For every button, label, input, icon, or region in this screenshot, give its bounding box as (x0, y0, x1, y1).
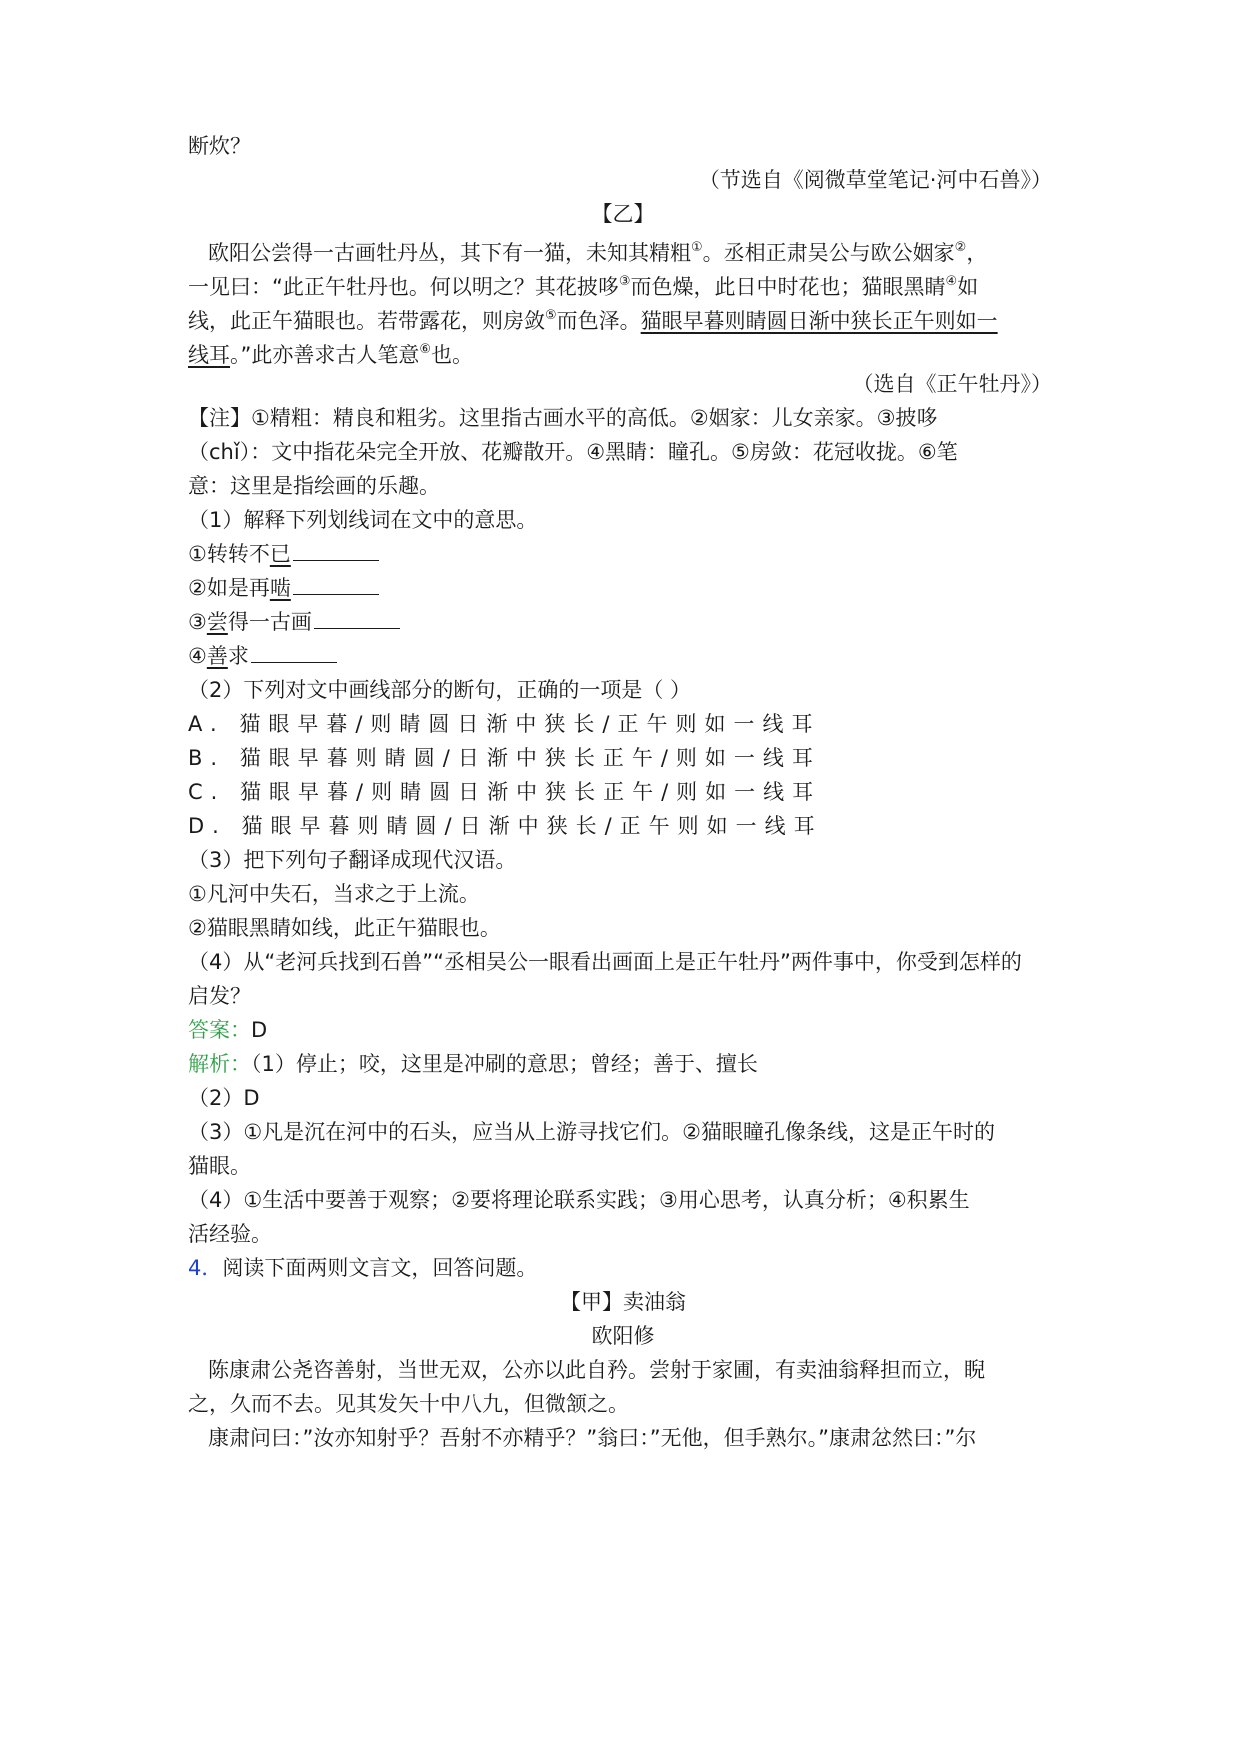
source-citation-jia: （节选自《阅微草堂笔记·河中石兽》） (698, 168, 1052, 192)
jia-title: 【甲】卖油翁 (560, 1290, 686, 1314)
question-1-item-4: ④善求 (188, 638, 1058, 674)
option-a: A. 猫眼早暮/则睛圆日渐中狭长/正午则如一线耳 (188, 712, 821, 736)
option-d: D. 猫眼早暮则睛圆/日渐中狭长/正午则如一线耳 (188, 814, 823, 838)
question-4-line-2: 启发？ (188, 984, 251, 1008)
answer-blank[interactable] (251, 638, 337, 663)
jia-text-line-2: 之，久而不去。见其发矢十中八九，但微颔之。 (188, 1392, 629, 1416)
analysis-label: 解析： (188, 1052, 251, 1076)
question-1-item-1: ①转转不已 (188, 536, 1058, 572)
jia-text-line-3: 康肃问曰：”汝亦知射乎？吾射不亦精乎？”翁曰：”无他，但手熟尔。”康肃忿然曰：”尔 (208, 1426, 977, 1450)
question-number: 4． (188, 1256, 223, 1280)
answer-label: 答案： (188, 1018, 251, 1042)
option-c: C. 猫眼早暮/则睛圆日渐中狭长正午/则如一线耳 (188, 780, 822, 804)
analysis-line-4: 猫眼。 (188, 1154, 251, 1178)
answer-blank[interactable] (314, 604, 400, 629)
question-1-item-2: ②如是再啮 (188, 570, 1058, 606)
yi-text-line-2: 一见曰：“此正午牡丹也。何以明之？其花披哆③而色燥，此日中时花也；猫眼黑睛④如 (188, 274, 979, 299)
answer-value: D (251, 1018, 268, 1042)
jia-author: 欧阳修 (591, 1324, 655, 1348)
question-3-item-2: ②猫眼黑睛如线，此正午猫眼也。 (188, 916, 501, 940)
option-b: B. 猫眼早暮则睛圆/日渐中狭长正午/则如一线耳 (188, 746, 821, 770)
underlined-sentence-end: 线耳 (188, 343, 230, 367)
question-1-stem: （1）解释下列划线词在文中的意思。 (188, 508, 538, 532)
question-3-stem: （3）把下列句子翻译成现代汉语。 (188, 848, 517, 872)
question-4-heading: 4．阅读下面两则文言文，回答问题。 (188, 1256, 538, 1280)
yi-text-line-1: 欧阳公尝得一古画牡丹丛，其下有一猫，未知其精粗①。丞相正肃吴公与欧公姻家②， (208, 240, 988, 265)
question-3-item-1: ①凡河中失石，当求之于上流。 (188, 882, 480, 906)
jia-text-line-1: 陈康肃公尧咨善射，当世无双，公亦以此自矜。尝射于家圃，有卖油翁释担而立，睨 (208, 1358, 985, 1382)
underlined-sentence: 猫眼早暮则睛圆日渐中狭长正午则如一 (640, 309, 998, 333)
question-2-stem: （2）下列对文中画线部分的断句，正确的一项是（ ） (188, 678, 692, 702)
analysis-line-3: （3）①凡是沉在河中的石头，应当从上游寻找它们。②猫眼瞳孔像条线，这是正午时的 (188, 1120, 996, 1144)
question-1-item-3: ③尝得一古画 (188, 604, 1058, 640)
answer-line (188, 1012, 1058, 1048)
section-heading-yi: 【乙】 (591, 202, 655, 226)
question-4-line-1: （4）从“老河兵找到石兽”“丞相吴公一眼看出画面上是正午牡丹”两件事中，你受到怎样的 (188, 950, 1022, 974)
yi-text-line-4: 线耳。”此亦善求古人笔意⑥也。 (188, 342, 474, 367)
analysis-line-6: 活经验。 (188, 1222, 272, 1246)
answer-blank[interactable] (293, 570, 379, 595)
yi-text-line-3: 线，此正午猫眼也。若带露花，则房敛⑤而色泽。猫眼早暮则睛圆日渐中狭长正午则如一 (188, 308, 998, 333)
source-citation-yi: （选自《正午牡丹》） (852, 372, 1052, 396)
analysis-line-5: （4）①生活中要善于观察；②要将理论联系实践；③用心思考，认真分析；④积累生 (188, 1188, 970, 1212)
analysis-line-1: 解析：（1）停止；咬，这里是冲刷的意思；曾经；善于、擅长 (188, 1052, 758, 1076)
notes-line-3: 意：这里是指绘画的乐趣。 (188, 474, 440, 498)
answer-blank[interactable] (293, 536, 379, 561)
analysis-line-2: （2）D (188, 1086, 260, 1110)
notes-line-1: 【注】①精粗：精良和粗劣。这里指古画水平的高低。②姻家：儿女亲家。③披哆 (188, 406, 938, 430)
text-fragment: 断炊？ (188, 134, 251, 158)
notes-line-2: （chǐ）：文中指花朵完全开放、花瓣散开。④黑睛：瞳孔。⑤房敛：花冠收拢。⑥笔 (188, 440, 958, 464)
